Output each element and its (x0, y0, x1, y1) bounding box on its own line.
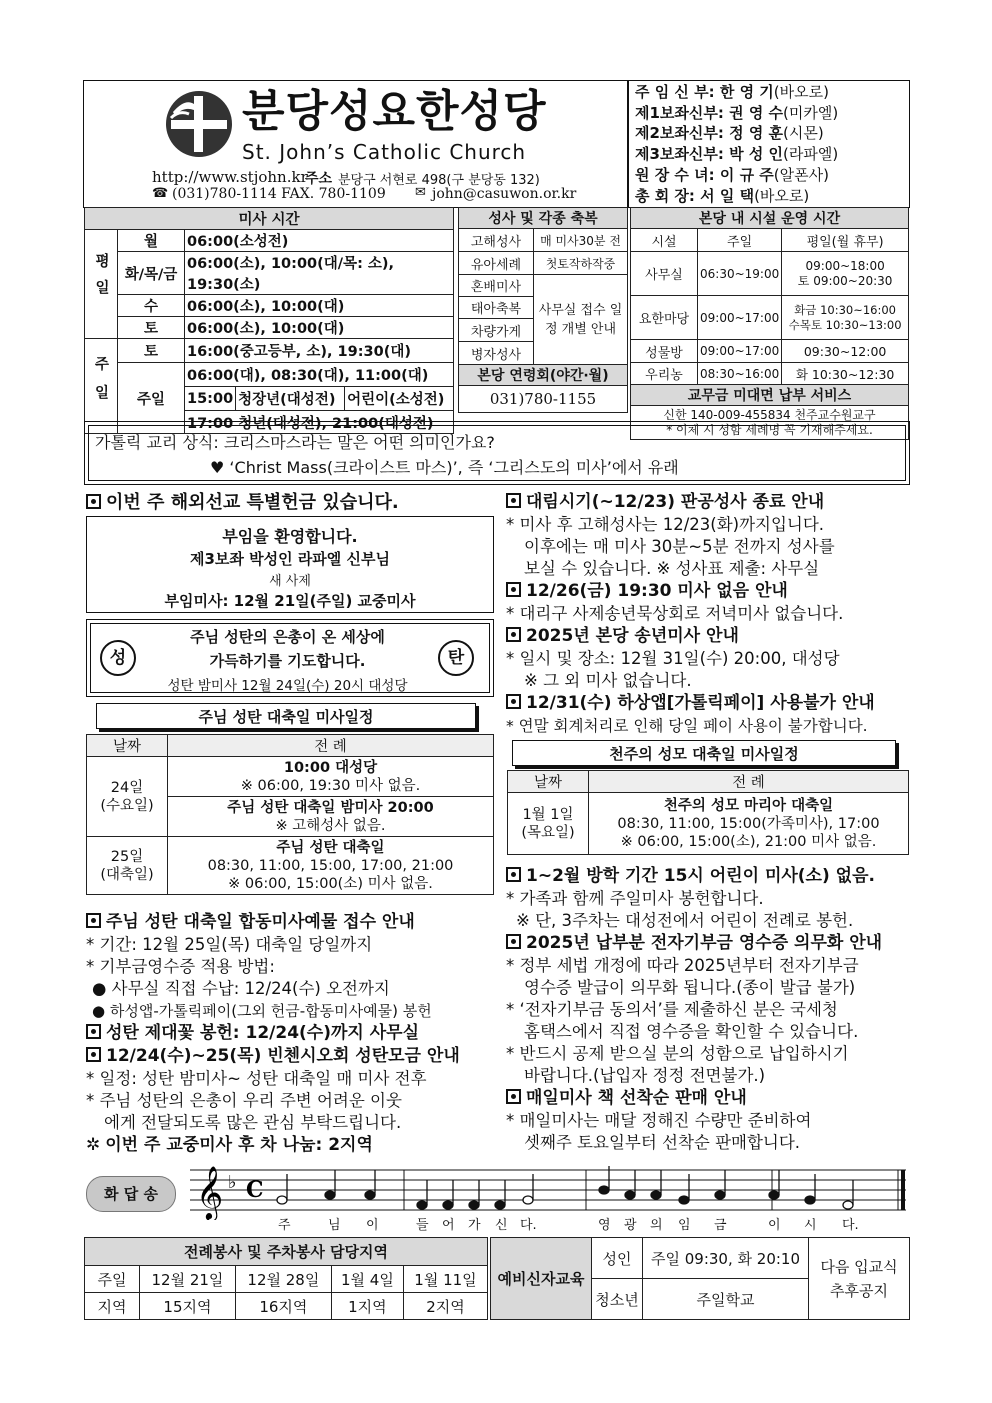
facility-name: 성물방 (631, 340, 698, 363)
sacrament-name: 태아축복 (459, 297, 534, 319)
col-header: 전 례 (168, 735, 494, 757)
col-header: 평일(월 휴무) (782, 229, 909, 252)
mass-day: 주일 (118, 363, 185, 434)
mass-times: 06:00(소), 10:00(대) (185, 295, 454, 317)
church-logo-icon (163, 88, 235, 160)
rite-24-day: 10:00 대성당 ※ 06:00, 19:30 미사 없음. (168, 757, 494, 797)
duty-cell: 지역 (85, 1293, 140, 1320)
lyric: 영 (598, 1218, 611, 1233)
notice-line: ● 사무실 직접 수납: 12/24(수) 오전까지 (92, 979, 390, 998)
notice-line: * 반드시 공제 받으실 분의 성함으로 납입하시기 (506, 1044, 849, 1063)
notice-line: ● 하성앱-가톨릭페이(그외 헌금-합동미사예물) 봉헌 (92, 1002, 432, 1020)
lyric: 주 (278, 1218, 291, 1233)
office-note: 사무실 접수 일정 개별 안내 (534, 275, 628, 365)
duty-cell: 2지역 (403, 1293, 487, 1320)
date-jan1: 1월 1일 (목요일) (508, 793, 589, 855)
christmas-seal-right-icon: 탄 (438, 640, 474, 676)
notice-line: * ‘전자기부금 동의서’를 제출하신 분은 국세청 (506, 1000, 838, 1019)
header-divider (627, 80, 629, 208)
duty-cell: 주일 (85, 1266, 140, 1293)
clergy-row: 총 회 장: 서 일 택(바오로) (635, 186, 810, 205)
duty-title: 전례봉사 및 주차봉사 담당지역 (85, 1238, 488, 1266)
youth-time: 주일학교 (643, 1279, 809, 1320)
rite-jan1: 천주의 성모 마리아 대축일 08:30, 11:00, 15:00(가족미사), 17:00 ※ 06:00, 15:00(소), 21:00 미사 없음. (589, 793, 909, 855)
lyric: 광 (624, 1218, 637, 1233)
notice-line: 에게 전달되도록 많은 관심 부탁드립니다. (104, 1113, 402, 1132)
welcome-mass: 부임미사: 12월 21일(주일) 교중미사 (164, 592, 416, 610)
notice-line: * 매일미사는 매달 정해진 수량만 준비하여 (506, 1111, 812, 1130)
clergy-row: 제2보좌신부: 정 영 훈(시몬) (635, 124, 824, 143)
church-name: 분당성요한성당 (242, 86, 547, 137)
lyric: 님 (328, 1218, 341, 1233)
facility-week: 화 10:30~12:30 (782, 363, 909, 385)
service-note: * 이체 시 성함 세례명 꼭 기재해주세요. (666, 422, 873, 437)
notice-daily-missal: 매일미사 책 선착순 판매 안내 (506, 1087, 910, 1110)
notice-altar-flowers: 성탄 제대꽃 봉헌: 12/24(수)까지 사무실 (86, 1022, 496, 1045)
facility-name: 우리농 (631, 363, 698, 385)
lyric: 어 (442, 1218, 455, 1233)
sacrament-name: 병자성사 (459, 342, 534, 365)
notice-icon (506, 694, 521, 709)
mass-day: 월 (118, 230, 185, 252)
mass-table-title: 미사 시간 (85, 208, 454, 230)
notice-line: * 연말 회계처리로 인해 당일 페이 사용이 불가합니다. (506, 717, 868, 735)
xmas-schedule-title: 주님 성탄 대축일 미사일정 (198, 708, 374, 726)
mass-day: 토 (118, 317, 185, 339)
sacraments-table (458, 207, 628, 413)
email-icon: ✉ (415, 185, 426, 200)
facility-sun: 08:30~16:00 (698, 363, 782, 385)
col-header: 시설 (631, 229, 698, 252)
notice-line: * 가족과 함께 주일미사 봉헌합니다. (506, 889, 764, 908)
right-notices-top (506, 491, 910, 737)
sacrament-name: 고해성사 (459, 229, 534, 252)
children-mass: 어린이(소성전) (347, 392, 445, 408)
sacrament-name: 혼배미사 (459, 275, 534, 297)
mass-times-15 (185, 387, 454, 411)
notice-icon (86, 1024, 101, 1039)
youth-label: 청소년 (592, 1279, 643, 1320)
mass-times-17: 17:00 청년(대성전), 21:00(대성전) (185, 411, 454, 434)
mass-times: 06:00(소), 10:00(대) (185, 317, 454, 339)
clergy-row: 제1보좌신부: 권 영 수(미카엘) (635, 103, 839, 122)
lyric: 임 (678, 1218, 691, 1233)
col-header: 날짜 (87, 735, 168, 757)
duty-cell: 12월 21일 (140, 1266, 236, 1293)
email[interactable]: john@casuwon.or.kr (432, 186, 577, 202)
notice-line: 바랍니다.(납입자 정정 전면불가.) (524, 1066, 766, 1085)
notice-line: * 정부 세법 개정에 따라 2025년부터 전자기부금 (506, 956, 859, 975)
rite-25: 주님 성탄 대축일 08:30, 11:00, 15:00, 17:00, 21:00 ※ 06:00, 15:00(소) 미사 없음. (168, 837, 494, 895)
catechism-question: 가톨릭 교리 상식: 크리스마스라는 말은 어떤 의미인가요? (95, 433, 495, 452)
notice-vincent: 12/24(수)~25(목) 빈첸시오회 성탄모금 안내 (86, 1045, 496, 1068)
lyric: 신 (495, 1218, 508, 1233)
notice-line: 보실 수 있습니다. ※ 성사표 제출: 사무실 (524, 559, 820, 578)
clergy-row: 주 임 신 부: 한 영 기(바오로) (635, 83, 829, 101)
sunday-label: 주일 (85, 339, 118, 434)
welcome-name: 제3보좌 박성인 라파엘 신부님 (190, 550, 390, 568)
notice-confession: 대림시기(~12/23) 판공성사 종료 안내 (506, 491, 910, 514)
clergy-row: 제3보좌신부: 박 성 인(라파엘) (635, 145, 839, 164)
facility-week: 09:00~18:00 토 09:00~20:30 (782, 252, 909, 296)
psalm-label: 화 답 송 (86, 1176, 176, 1212)
notice-icon (506, 582, 521, 597)
youth-mass: 청장년(대성전) (236, 387, 345, 410)
council-phone: 031)780-1155 (459, 386, 628, 413)
notice-year-end-mass: 2025년 본당 송년미사 안내 (506, 625, 910, 648)
psalm-lyrics (190, 1214, 910, 1234)
facilities-title: 본당 내 시설 운영 시간 (631, 208, 909, 229)
council-title: 본당 연령회(야간·월) (459, 365, 628, 386)
lyric: 가 (468, 1218, 481, 1233)
next-entry: 다음 입교식 추후공지 (809, 1238, 910, 1320)
date-24: 24일 (수요일) (87, 757, 168, 837)
mass-time-table (84, 207, 454, 434)
church-name-en: St. John’s Catholic Church (242, 140, 527, 164)
lyric: 들 (416, 1218, 429, 1233)
clergy-list (635, 82, 907, 206)
xmas-schedule-table (86, 734, 494, 895)
notice-pay-unavailable: 12/31(수) 하상앱[가톨릭페이] 사용불가 안내 (506, 692, 910, 715)
service-account: 신한 140-009-455834 천주교수원교구 (663, 407, 876, 422)
catechumen-table (490, 1237, 910, 1320)
notice-line: 셋째주 토요일부터 선착순 판매합니다. (524, 1133, 801, 1152)
notice-line: * 기부금영수증 적용 방법: (86, 957, 275, 976)
facility-sun: 09:00~17:00 (698, 296, 782, 340)
catechumen-label: 예비신자교육 (491, 1238, 592, 1320)
phone-fax: (031)780-1114 FAX. 780-1109 (172, 186, 386, 202)
duty-cell: 1월 4일 (331, 1266, 403, 1293)
sacrament-name: 차량가게 (459, 319, 534, 342)
address-label: 주소 (305, 171, 333, 187)
christmas-line2: 가득하기를 기도합니다. (209, 652, 366, 670)
duty-cell: 12월 28일 (235, 1266, 331, 1293)
notice-line: * 일정: 성탄 밤미사~ 성탄 대축일 매 미사 전후 (86, 1069, 427, 1088)
catechism-answer: ♥ ‘Christ Mass(크라이스트 마스)’, 즉 ‘그리스도의 미사’에서 유래 (210, 458, 679, 477)
notice-icon (506, 1089, 521, 1104)
mass-day: 화/목/금 (118, 252, 185, 295)
duty-cell: 1지역 (331, 1293, 403, 1320)
svg-text:♭: ♭ (228, 1172, 237, 1193)
time-15: 15:00 (185, 387, 236, 410)
notice-line: * 일시 및 장소: 12월 31일(수) 20:00, 대성당 (506, 649, 840, 668)
mass-day: 수 (118, 295, 185, 317)
facility-week: 09:30~12:00 (782, 340, 909, 363)
mass-day: 토 (118, 339, 185, 363)
mary-title: 천주의 성모 대축일 미사일정 (609, 745, 799, 763)
facility-name: 사무실 (631, 252, 698, 296)
facilities-table (630, 207, 909, 440)
duty-cell: 16지역 (235, 1293, 331, 1320)
sacrament-info: 매 미사30분 전 (534, 229, 628, 252)
notice-icon (86, 1047, 101, 1062)
notice-line: 홈택스에서 직접 영수증을 확인할 수 있습니다. (524, 1022, 859, 1041)
notice-line: * 기간: 12월 25일(목) 대축일 당일까지 (86, 935, 373, 954)
svg-text:𝄞: 𝄞 (196, 1165, 224, 1219)
lyric: 다. (842, 1218, 859, 1233)
notice-mission-offering: 이번 주 해외선교 특별헌금 있습니다. (86, 491, 399, 514)
weekday-label: 평일 (85, 230, 118, 339)
left-notices (86, 911, 496, 1157)
duty-table (84, 1237, 488, 1320)
notice-donation-receipt: 2025년 납부분 전자기부금 영수증 의무화 안내 (506, 932, 910, 955)
adult-time: 주일 09:30, 화 20:10 (643, 1238, 809, 1279)
notice-children-mass: 1~2월 방학 기간 15시 어린이 미사(소) 없음. (506, 865, 910, 888)
notice-line: * 주님 성탄의 은총이 우리 주변 어려운 이웃 (86, 1091, 402, 1110)
facility-week: 화금 10:30~16:00 수목토 10:30~13:00 (782, 296, 909, 340)
sacraments-title: 성사 및 각종 축복 (459, 208, 628, 229)
christmas-line1: 주님 성탄의 은총이 온 세상에 (190, 628, 385, 646)
right-notices-bottom (506, 865, 910, 1154)
mass-times: 16:00(중고등부, 소), 19:30(대) (185, 339, 454, 363)
christmas-line3: 성탄 밤미사 12월 24일(수) 20시 대성당 (167, 678, 408, 694)
clergy-row: 원 장 수 녀: 이 규 주(알폰사) (635, 165, 829, 184)
lyric: 다. (520, 1218, 537, 1233)
christmas-seal-left-icon: 성 (100, 640, 136, 676)
adult-label: 성인 (592, 1238, 643, 1279)
notice-icon (506, 867, 521, 882)
notice-line: 영수증 발급이 의무화 됩니다.(종이 발급 불가) (524, 978, 856, 997)
notice-icon (506, 627, 521, 642)
sacrament-info: 첫토작하작중 (534, 252, 628, 275)
address: 분당구 서현로 498(구 분당동 132) (338, 173, 540, 188)
lyric: 금 (714, 1218, 727, 1233)
date-25: 25일 (대축일) (87, 837, 168, 895)
notice-icon (86, 913, 101, 928)
notice-line: ※ 그 외 미사 없습니다. (524, 671, 692, 690)
phone-icon: ☎ (152, 186, 169, 201)
notice-icon (506, 493, 521, 508)
svg-text:C: C (246, 1177, 264, 1203)
welcome-sub: 새 사제 (269, 574, 311, 589)
lyric: 의 (650, 1218, 663, 1233)
facility-sun: 09:00~17:00 (698, 340, 782, 363)
lyric: 이 (768, 1218, 781, 1233)
col-header: 전 례 (589, 771, 909, 793)
facility-name: 요한마당 (631, 296, 698, 340)
notice-icon (506, 934, 521, 949)
mary-schedule-table (507, 770, 909, 855)
sacrament-name: 유아세례 (459, 252, 534, 275)
lyric: 이 (366, 1218, 379, 1233)
flower-icon: ✲ (86, 1135, 101, 1155)
facility-sun: 06:30~19:00 (698, 252, 782, 296)
notice-line: ※ 단, 3주차는 대성전에서 어린이 전례로 봉헌. (516, 911, 854, 930)
church-url[interactable]: http://www.stjohn.kr (152, 168, 308, 186)
mass-times: 06:00(대), 08:30(대), 11:00(대) (185, 363, 454, 387)
col-header: 날짜 (508, 771, 589, 793)
mass-times: 06:00(소), 10:00(대/목: 소), 19:30(소) (185, 252, 454, 295)
notice-icon (86, 494, 101, 509)
notice-line: 이후에는 매 미사 30분~5분 전까지 성사를 (524, 537, 835, 556)
notice-line: * 미사 후 고해성사는 12/23(화)까지입니다. (506, 515, 825, 534)
notice-tea: ✲ 이번 주 교중미사 후 차 나눔: 2지역 (86, 1135, 373, 1155)
mass-times: 06:00(소성전) (185, 230, 454, 252)
welcome-title: 부임을 환영합니다. (222, 527, 358, 546)
duty-cell: 15지역 (140, 1293, 236, 1320)
duty-cell: 1월 11일 (403, 1266, 487, 1293)
service-title: 교무금 미대면 납부 서비스 (631, 385, 909, 406)
psalm-music-staff (190, 1160, 910, 1220)
lyric: 시 (804, 1218, 817, 1233)
col-header: 주일 (698, 229, 782, 252)
notice-no-mass: 12/26(금) 19:30 미사 없음 안내 (506, 580, 910, 603)
notice-joint-mass: 주님 성탄 대축일 합동미사예물 접수 안내 (86, 911, 496, 934)
rite-24-night: 주님 성탄 대축일 밤미사 20:00 ※ 고해성사 없음. (168, 797, 494, 837)
notice-line: * 대리구 사제송년묵상회로 저녁미사 없습니다. (506, 604, 844, 623)
